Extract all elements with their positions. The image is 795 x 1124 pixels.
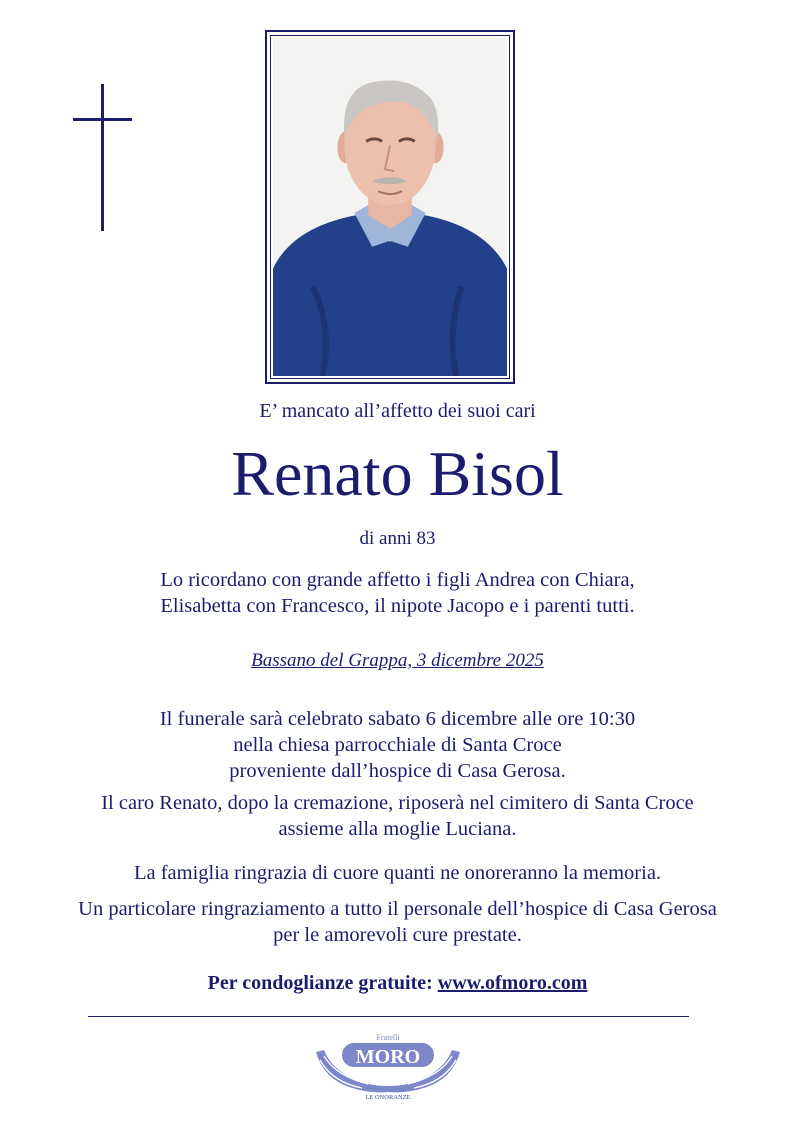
burial-line: assieme alla moglie Luciana.: [278, 818, 517, 840]
cross-icon: [101, 84, 104, 231]
place-date-text: Bassano del Grappa, 3 dicembre 2025: [251, 650, 544, 671]
logo-top-text: Fratelli: [376, 1033, 400, 1042]
intro-text: E’ mancato all’affetto dei suoi cari: [259, 400, 536, 422]
family-line: Lo ricordano con grande affetto i figli Andrea con Chiara,: [160, 569, 635, 591]
fratelli-moro-logo: [312, 1030, 464, 1100]
thanks-family: La famiglia ringrazia di cuore quanti ne onoreranno la memoria.: [133, 862, 662, 884]
divider: [88, 1016, 689, 1017]
portrait-frame: [265, 30, 515, 384]
thanks-staff-line: Un particolare ringraziamento a tutto il personale dell’hospice di Casa Gerosa: [78, 898, 717, 920]
condolences-label: Per condoglianze gratuite:: [207, 972, 438, 994]
burial-line: Il caro Renato, dopo la cremazione, riposerà nel cimitero di Santa Croce: [101, 792, 694, 814]
funeral-line: Il funerale sarà celebrato sabato 6 dicembre alle ore 10:30: [159, 708, 636, 730]
deceased-name: Renato Bisol: [231, 438, 564, 509]
condolences: [0, 972, 795, 995]
age-text: di anni 83: [359, 528, 436, 549]
condolences-link[interactable]: www.ofmoro.com: [437, 972, 588, 994]
place-date: [0, 650, 795, 672]
thanks-staff-line: per le amorevoli cure prestate.: [273, 924, 522, 946]
funeral-line: proveniente dall’hospice di Casa Gerosa.: [229, 760, 566, 782]
logo-main-text: MORO: [355, 1046, 421, 1068]
family-line: Elisabetta con Francesco, il nipote Jacopo e i parenti tutti.: [160, 595, 635, 617]
cross-icon-bar: [73, 118, 132, 121]
logo-sub-text: LE ONORANZE: [365, 1094, 411, 1100]
portrait-photo: [273, 38, 507, 376]
funeral-line: nella chiesa parrocchiale di Santa Croce: [233, 734, 562, 756]
